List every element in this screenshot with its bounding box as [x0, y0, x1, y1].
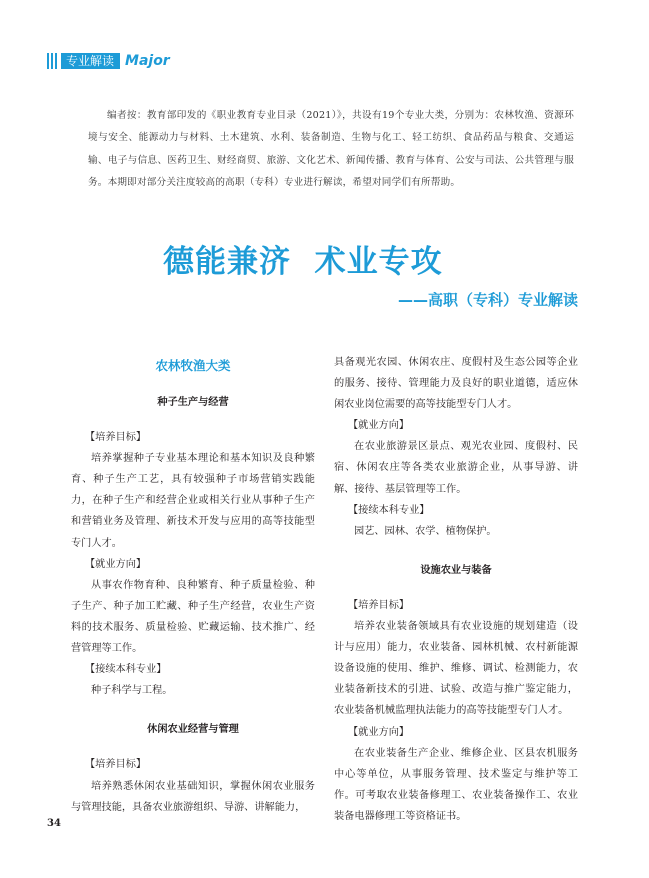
job-text: 从事农作物育种、良种繁育、种子质量检验、种子生产、种子加工贮藏、种子生产经营，农业生产资料的技术服务、质量检验、贮藏运输、技术推广、经营管理等工作。 — [71, 579, 315, 655]
left-column — [71, 352, 315, 818]
right-column — [334, 352, 578, 827]
job-tag: 【就业方向】 — [85, 558, 147, 570]
next-text: 种子科学与工程。 — [91, 685, 173, 697]
page-subtitle: ——高职（专科）专业解读 — [397, 291, 578, 309]
header-bars-icon — [47, 53, 57, 69]
job-tag: 【就业方向】 — [348, 420, 410, 432]
goal-tag: 【培养目标】 — [348, 599, 410, 611]
section-tag: 专业解读 — [61, 53, 120, 69]
goal-tag: 【培养目标】 — [85, 759, 147, 771]
page-title: 德能兼济 术业专攻 — [163, 244, 443, 280]
goal-text-continued: 具备观光农园、休闲农庄、度假村及生态公园等企业的服务、接待、管理能力及良好的职业道德，适应休闲农业岗位需要的高等技能型专门人才。 — [334, 357, 578, 411]
job-text: 在农业旅游景区景点、观光农业园、度假村、民宿、休闲农庄等各类农业旅游企业，从事导游、讲解、接待、基层管理等工作。 — [334, 441, 578, 495]
goal-text: 培养掌握种子专业基本理论和基本知识及良种繁育、种子生产工艺，具有较强种子市场营销实践能力，在种子生产和经营企业或相关行业从事种子生产和营销业务及管理、新技术开发与应用的高等技能型专门人才。 — [71, 453, 315, 549]
section-header — [47, 52, 170, 70]
next-text: 园艺、园林、农学、植物保护。 — [354, 525, 497, 537]
next-tag: 【接续本科专业】 — [348, 504, 430, 516]
goal-tag: 【培养目标】 — [85, 432, 147, 444]
section-major-label: Major — [125, 53, 170, 69]
job-text: 在农业装备生产企业、维修企业、区县农机服务中心等单位，从事服务管理、技术鉴定与维护等工作。可考取农业装备修理工、农业装备操作工、农业装备电器修理工等资格证书。 — [334, 747, 578, 822]
job-tag: 【就业方向】 — [348, 726, 410, 738]
editor-note: 编者按：教育部印发的《职业教育专业目录（2021）》，共设有19个专业大类，分别为：农林牧渔、资源环境与安全、能源动力与材料、土木建筑、水利、装备制造、生物与化工、轻工纺织、食品药品与粮食、交通运输、电子与信息、医药卫生、财经商贸、旅游、文化艺术、新闻传播、教育与体育、公安与司法、公共管理与服务。本期即对部分关注度较高的高职（专科）专业进行解读，希望对同学们有所帮助。 — [88, 109, 574, 189]
major-title-seed: 种子生产与经营 — [157, 397, 229, 408]
next-tag: 【接续本科专业】 — [85, 664, 167, 676]
goal-text: 培养熟悉休闲农业基础知识，掌握休闲农业服务与管理技能，具备农业旅游组织、导游、讲解能力， — [71, 780, 315, 813]
major-title-facility: 设施农业与装备 — [420, 564, 492, 576]
goal-text: 培养农业装备领域具有农业设施的规划建造（设计与应用）能力，农业装备、园林机械、农村新能源设备设施的使用、维护、维修、调试、检测能力，农业装备新技术的引进、试验、改造与推广鉴定能力，农业装备机械监理执法能力的高等技能型专门人才。 — [334, 621, 578, 717]
page-number: 34 — [47, 818, 61, 829]
major-title-leisure: 休闲农业经营与管理 — [147, 724, 239, 736]
category-heading: 农林牧渔大类 — [155, 358, 231, 373]
